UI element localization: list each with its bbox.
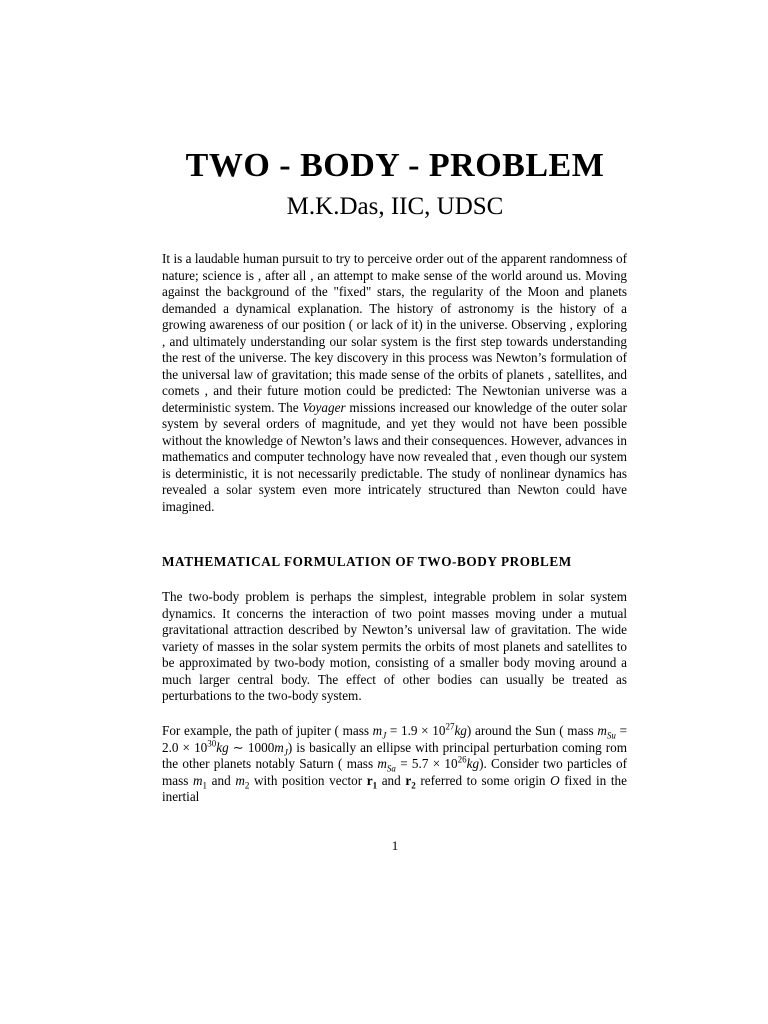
example-text: ) is basically an ellipse with principal perturbation coming rom the other planets notably Saturn ( mass bbox=[162, 739, 627, 771]
math-symbol: m bbox=[235, 772, 245, 788]
math-superscript: 26 bbox=[457, 754, 467, 765]
math-superscript: 30 bbox=[207, 738, 217, 749]
page-number: 1 bbox=[391, 838, 399, 853]
example-text: and bbox=[207, 772, 236, 788]
math-symbol: m bbox=[274, 739, 284, 755]
math-subscript: 1 bbox=[202, 780, 208, 791]
math-unit: kg bbox=[216, 739, 229, 755]
vector-symbol: r bbox=[366, 772, 373, 788]
example-text: For example, the path of jupiter ( mass bbox=[162, 723, 373, 738]
math-subscript: Su bbox=[606, 730, 616, 741]
example-text: = 2.0 × 10 bbox=[162, 723, 628, 755]
intro-emphasis: Voyager bbox=[302, 399, 346, 415]
author-line: M.K.Das, IIC, UDSC bbox=[286, 193, 504, 220]
math-subscript: 1 bbox=[372, 780, 378, 791]
math-unit: kg bbox=[466, 756, 480, 771]
example-text: ) around the Sun ( mass bbox=[466, 723, 598, 738]
example-text: = 1.9 × 10 bbox=[386, 723, 446, 738]
math-symbol: m bbox=[377, 756, 387, 771]
example-text: ). Consider two particles of mass bbox=[162, 756, 627, 788]
math-symbol: O bbox=[550, 772, 560, 788]
math-unit: kg bbox=[454, 723, 467, 738]
example-text: referred to some origin bbox=[415, 772, 551, 788]
math-symbol: m bbox=[193, 772, 203, 788]
math-subscript: J bbox=[382, 730, 387, 741]
math-superscript: 27 bbox=[445, 721, 455, 732]
intro-text-part1: It is a laudable human pursuit to try to perceive order out of the apparent randomness of nature; science is , after all , an attempt to make sense of the world around us. Moving against the background of the "fixed" stars, the regularity of the Moon and planets demanded a dynamical explanation. The history of astronomy is the history of a growing awareness of our position ( or lack of it) in the universe. Observing , exploring , and ultimately understanding our solar system is the first step towards understanding the rest of the universe. The key discovery in this process was Newton’s formulation of the universal law of gravitation; this made sense of the orbits of planets , satellites, and comets , and their future motion could be predicted: The Newtonian universe was a deterministic system. The bbox=[162, 251, 627, 415]
example-text: = 5.7 × 10 bbox=[395, 756, 458, 771]
intro-paragraph bbox=[162, 251, 627, 515]
math-subscript: 2 bbox=[411, 780, 416, 791]
section-paragraph: The two-body problem is perhaps the simplest, integrable problem in solar system dynamics. It concerns the interaction of two point masses moving under a mutual gravitational attraction described by Newton’s universal law of gravitation. The wide variety of masses in the solar system permits the orbits of most planets and satellites to be approximated by two-body motion, consisting of a smaller body moving around a much larger central body. The effect of other bodies can usually be treated as perturbations to the two-body system. bbox=[162, 589, 627, 703]
example-text: with position vector bbox=[249, 772, 367, 788]
example-text: fixed in the inertial bbox=[162, 772, 627, 804]
vector-symbol: r bbox=[405, 772, 412, 788]
section-heading: MATHEMATICAL FORMULATION OF TWO-BODY PROBLEM bbox=[162, 554, 572, 569]
example-text: ∼ 1000 bbox=[228, 739, 275, 755]
intro-text-part2: missions increased our knowledge of the outer solar system by several orders of magnitude, and yet they would not have been possible without the knowledge of Newton’s laws and their consequences. However, advances in mathematics and computer technology have now revealed that , even though our system is deterministic, it is not necessarily predictable. The study of nonlinear dynamics has revealed a solar system even more intricately structured than Newton could have imagined. bbox=[162, 399, 628, 514]
math-symbol: m bbox=[372, 723, 383, 738]
example-text: and bbox=[377, 772, 406, 788]
math-symbol: m bbox=[597, 723, 607, 738]
math-subscript: 2 bbox=[244, 780, 250, 791]
math-subscript: J bbox=[283, 747, 288, 758]
math-subscript: Sa bbox=[386, 763, 396, 774]
example-paragraph bbox=[162, 723, 627, 806]
document-title: TWO - BODY - PROBLEM bbox=[185, 147, 605, 184]
